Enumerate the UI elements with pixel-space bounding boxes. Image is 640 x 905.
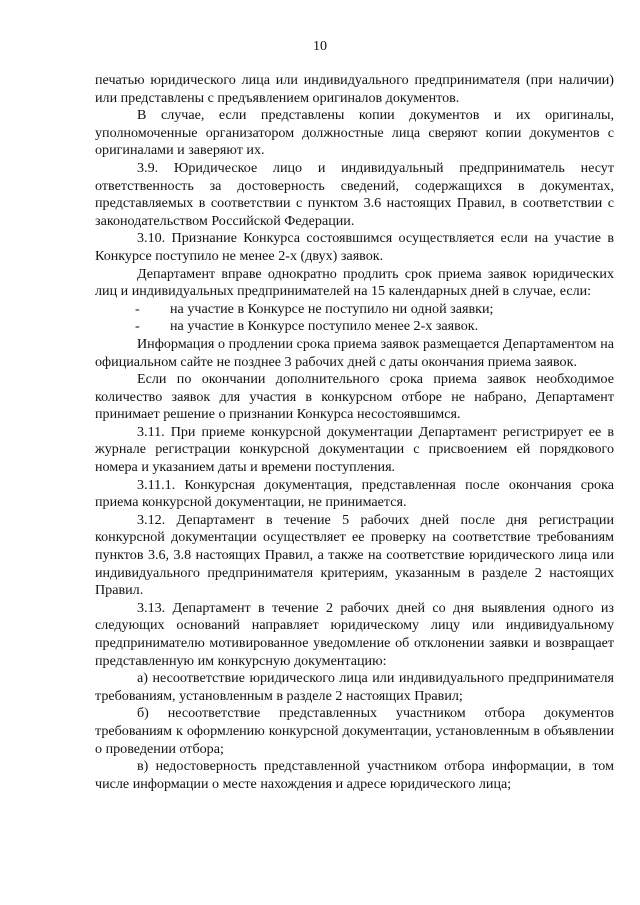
list-item-text: на участие в Конкурсе поступило менее 2-х заявок. (170, 318, 479, 335)
list-item (95, 318, 614, 336)
paragraph-3-10: 3.10. Признание Конкурса состоявшимся осуществляется если на участие в Конкурсе поступило не менее 2-х (двух) заявок. (95, 230, 614, 264)
list-marker: - (135, 318, 140, 335)
paragraph-3-12: 3.12. Департамент в течение 5 рабочих дней после дня регистрации конкурсной документации осуществляет ее проверку на соответствие требованиям пунктов 3.6, 3.8 настоящих Правил, а также на соответствие юридического лица или индивидуального предпринимателя критериям, указанным в разделе 2 настоящих Правил. (95, 511, 614, 599)
paragraph-extension-info: Информация о продлении срока приема заявок размещается Департаментом на официальном сайте не позднее 3 рабочих дней с даты окончания приема заявок. (95, 335, 614, 370)
paragraph-extension: Департамент вправе однократно продлить срок приема заявок юридических лиц и индивидуальных предпринимателей на 15 календарных дней в случае, если: (95, 265, 614, 300)
page-number: 10 (312, 38, 328, 54)
paragraph-copies-verification: В случае, если представлены копии документов и их оригиналы, уполномоченные организатором должностные лица сверяют копии документов с оригиналами и заверяют их. (95, 107, 614, 159)
list-marker: - (135, 300, 140, 317)
paragraph-failed-contest: Если по окончании дополнительного срока приема заявок необходимое количество заявок для участия в конкурсном отборе не набрано, Департамент принимает решение о признании Конкурса несостоявшимся. (95, 371, 614, 423)
list-item (95, 301, 614, 319)
paragraph-3-11-1: 3.11.1. Конкурсная документация, представленная после окончания срока приема конкурсной документации, не принимается. (95, 476, 614, 511)
paragraph-item-a: а) несоответствие юридического лица или индивидуального предпринимателя требованиям, установленным в разделе 2 настоящих Правил; (95, 670, 614, 704)
paragraph-3-11: 3.11. При приеме конкурсной документации Департамент регистрирует ее в журнале регистрации конкурсной документации с присвоением ей порядкового номера и указанием даты и времени поступления. (95, 423, 614, 476)
paragraph-3-13: 3.13. Департамент в течение 2 рабочих дней со дня выявления одного из следующих оснований направляет юридическому лицу или индивидуальному предпринимателю мотивированное уведомление об отклонении заявки и возвращает представленную им конкурсную документацию: (95, 599, 614, 669)
paragraph-item-b: б) несоответствие представленных участником отбора документов требованиям к оформлению конкурсной документации, установленным в объявлении о проведении отбора; (95, 705, 614, 757)
paragraph-item-v: в) недостоверность представленной участником отбора информации, в том числе информации о месте нахождения и адресе юридического лица; (95, 758, 614, 792)
list-item-text: на участие в Конкурсе не поступило ни одной заявки; (170, 300, 494, 317)
document-body (95, 72, 614, 793)
paragraph-3-9: 3.9. Юридическое лицо и индивидуальный предприниматель несут ответственность за достоверность сведений, содержащихся в документах, представляемых в соответствии с пунктом 3.6 настоящих Правил, в соответствии с законодательством Российской Федерации. (95, 159, 614, 229)
paragraph-continuation: печатью юридического лица или индивидуального предпринимателя (при наличии) или представлены с предъявлением оригиналов документов. (95, 72, 614, 106)
